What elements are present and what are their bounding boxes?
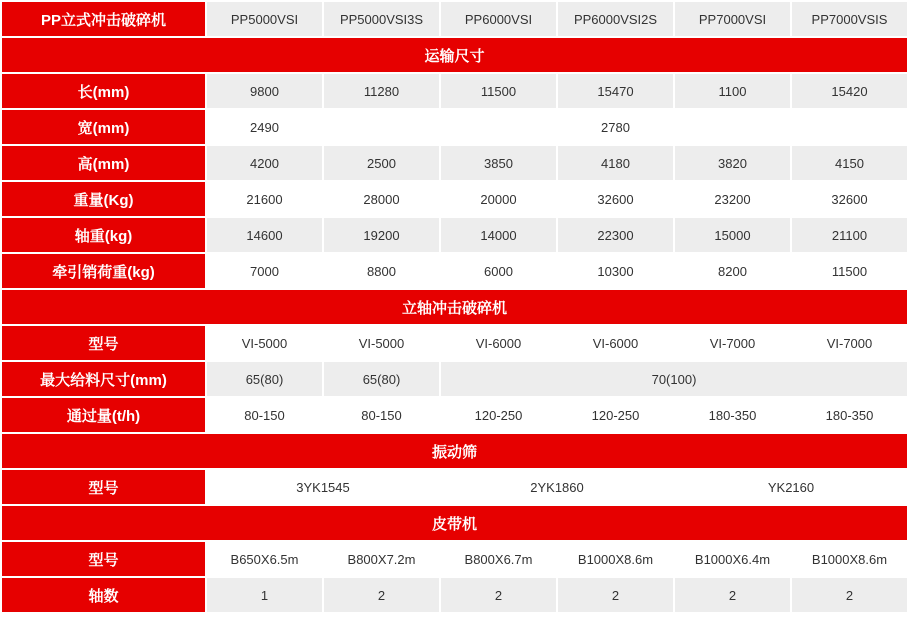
cell-value: 1100	[675, 74, 790, 108]
cell-value: B1000X8.6m	[792, 542, 907, 576]
model-header: PP5000VSI	[207, 2, 322, 36]
section-header: 立轴冲击破碎机	[2, 290, 907, 324]
cell-value: 4180	[558, 146, 673, 180]
cell-value: B800X6.7m	[441, 542, 556, 576]
model-header: PP5000VSI3S	[324, 2, 439, 36]
table-row	[2, 218, 907, 252]
row-label: 长(mm)	[2, 74, 205, 108]
table-row	[2, 362, 907, 396]
table-row	[2, 182, 907, 216]
cell-value: 2	[441, 578, 556, 612]
table-row	[2, 110, 907, 144]
cell-value-merged: 70(100)	[441, 362, 907, 396]
cell-value: 15420	[792, 74, 907, 108]
cell-value: 6000	[441, 254, 556, 288]
cell-value: 65(80)	[207, 362, 322, 396]
cell-value: VI-7000	[675, 326, 790, 360]
model-header: PP7000VSIS	[792, 2, 907, 36]
cell-value: 28000	[324, 182, 439, 216]
cell-value: 2	[558, 578, 673, 612]
cell-value: 4150	[792, 146, 907, 180]
cell-value: 180-350	[792, 398, 907, 432]
model-header-row	[2, 2, 907, 36]
table-row	[2, 470, 907, 504]
cell-value: 80-150	[324, 398, 439, 432]
cell-value: B1000X6.4m	[675, 542, 790, 576]
section-header: 振动筛	[2, 434, 907, 468]
table-row	[2, 398, 907, 432]
cell-value: 1	[207, 578, 322, 612]
cell-value: 120-250	[558, 398, 673, 432]
row-label: 型号	[2, 542, 205, 576]
cell-value: B650X6.5m	[207, 542, 322, 576]
cell-value: 21100	[792, 218, 907, 252]
row-label: 轴重(kg)	[2, 218, 205, 252]
cell-value: 15000	[675, 218, 790, 252]
cell-value-merged: 3YK1545	[207, 470, 439, 504]
cell-value: 2500	[324, 146, 439, 180]
row-label: 通过量(t/h)	[2, 398, 205, 432]
model-header: PP6000VSI	[441, 2, 556, 36]
cell-value: 65(80)	[324, 362, 439, 396]
cell-value-merged: 2780	[324, 110, 907, 144]
cell-value: 14600	[207, 218, 322, 252]
cell-value: 3820	[675, 146, 790, 180]
cell-value: 120-250	[441, 398, 556, 432]
cell-value: VI-5000	[207, 326, 322, 360]
table-row	[2, 254, 907, 288]
row-label: 型号	[2, 470, 205, 504]
cell-value: B1000X8.6m	[558, 542, 673, 576]
cell-value: VI-6000	[558, 326, 673, 360]
cell-value: 11500	[441, 74, 556, 108]
cell-value: B800X7.2m	[324, 542, 439, 576]
cell-value: 11500	[792, 254, 907, 288]
cell-value: 180-350	[675, 398, 790, 432]
cell-value: 2	[792, 578, 907, 612]
cell-value: VI-7000	[792, 326, 907, 360]
table-row	[2, 542, 907, 576]
cell-value: VI-5000	[324, 326, 439, 360]
cell-value: 8800	[324, 254, 439, 288]
row-label: 牵引销荷重(kg)	[2, 254, 205, 288]
cell-value: 2490	[207, 110, 322, 144]
cell-value-merged: YK2160	[675, 470, 907, 504]
section-header: 运输尺寸	[2, 38, 907, 72]
cell-value: 11280	[324, 74, 439, 108]
section-header: 皮带机	[2, 506, 907, 540]
cell-value: 4200	[207, 146, 322, 180]
cell-value: 19200	[324, 218, 439, 252]
cell-value: 7000	[207, 254, 322, 288]
cell-value: 21600	[207, 182, 322, 216]
cell-value: 23200	[675, 182, 790, 216]
table-row	[2, 74, 907, 108]
row-label: 最大给料尺寸(mm)	[2, 362, 205, 396]
cell-value: 22300	[558, 218, 673, 252]
row-label: 重量(Kg)	[2, 182, 205, 216]
cell-value-merged: 2YK1860	[441, 470, 673, 504]
table-row	[2, 146, 907, 180]
cell-value: 10300	[558, 254, 673, 288]
section-row	[2, 434, 907, 468]
row-label: 宽(mm)	[2, 110, 205, 144]
row-label: 型号	[2, 326, 205, 360]
row-label: 高(mm)	[2, 146, 205, 180]
cell-value: 80-150	[207, 398, 322, 432]
cell-value: 3850	[441, 146, 556, 180]
cell-value: 32600	[792, 182, 907, 216]
cell-value: 2	[675, 578, 790, 612]
table-row	[2, 326, 907, 360]
section-row	[2, 38, 907, 72]
model-header: PP7000VSI	[675, 2, 790, 36]
cell-value: 2	[324, 578, 439, 612]
cell-value: 8200	[675, 254, 790, 288]
cell-value: 9800	[207, 74, 322, 108]
model-header: PP6000VSI2S	[558, 2, 673, 36]
cell-value: VI-6000	[441, 326, 556, 360]
table-title: PP立式冲击破碎机	[2, 2, 205, 36]
row-label: 轴数	[2, 578, 205, 612]
cell-value: 14000	[441, 218, 556, 252]
cell-value: 20000	[441, 182, 556, 216]
table-row	[2, 578, 907, 612]
cell-value: 32600	[558, 182, 673, 216]
section-row	[2, 290, 907, 324]
section-row	[2, 506, 907, 540]
cell-value: 15470	[558, 74, 673, 108]
